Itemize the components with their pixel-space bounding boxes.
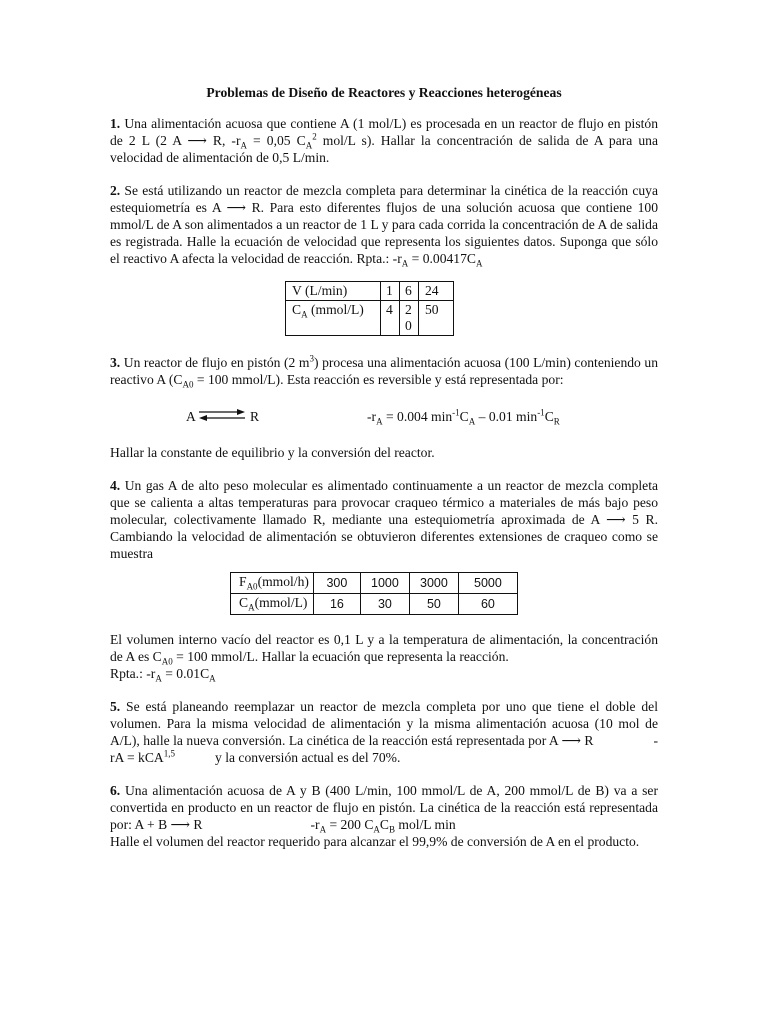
problem-number: 2. (110, 183, 121, 198)
row-label: V (L/min) (286, 282, 381, 301)
problem-6-question: Halle el volumen del reactor requerido para alcanzar el 99,9% de conversión de A en el producto. (110, 834, 640, 849)
table-cell: 2 0 (400, 301, 419, 336)
problem-number: 5. (110, 699, 121, 714)
row-label: $C_A$ (mmol/L) (286, 301, 381, 336)
document-page (110, 84, 658, 850)
flow-concentration-table (285, 281, 454, 336)
table-cell: 3000 (409, 573, 458, 594)
problem-6: 6. Una alimentación acuosa de A y B (400 L/min, 100 mmol/L de A, 200 mmol/L de B) va a ser convertida en producto en un reactor de flujo en pistón. La cinética de la reacción está representada por: A + B ⟶ R $-r_A = 200$ $C_AC_B$ mol/L min (110, 783, 658, 835)
table-cell: 60 (458, 594, 517, 615)
problem-4-answer: Rpta.: $-r_A = 0.01C_A$ (110, 666, 216, 684)
table-cell: 4 (381, 301, 400, 336)
problem-number: 1. (110, 116, 121, 131)
row-label: $F_{A0}(mmol/h)$ (231, 573, 314, 594)
row-label: $C_A(mmol/L)$ (231, 594, 314, 615)
equilibrium-arrows-icon (199, 408, 245, 422)
table-cell: 24 (419, 282, 454, 301)
species-r: R (250, 409, 260, 424)
table-cell: 1 (381, 282, 400, 301)
table-cell: 300 (313, 573, 360, 594)
table-cell: 50 (409, 594, 458, 615)
reversible-reaction-equation (110, 406, 658, 426)
cracking-data-table (230, 572, 518, 615)
table-cell: 1000 (360, 573, 409, 594)
table-row (286, 301, 454, 336)
problem-3: 3. Un reactor de flujo en pistón (2 $m^3$) procesa una alimentación acuosa (100 L/min) conteniendo un reactivo A ($C_{A0} = 100$ mmol/L). Esta reacción es reversible y está representada por: (110, 353, 659, 390)
problem-2: 2. Se está utilizando un reactor de mezcla completa para determinar la cinética de la reacción cuya estequiometría es A ⟶ R. Para esto diferentes flujos de una solución acuosa que contiene 100 mmol/L de A son alimentados a un reactor de 1 L y para cada corrida la concentración de A de salida es registrada. Halle la ecuación de velocidad que representa los siguientes datos. Suponga que sólo el reactivo A afecta la velocidad de reacción. Rpta.: $-r_A = 0.00417C_A$ (110, 183, 658, 269)
rate-expression: $-r_A = 0.004$ $\min^{-1}C_A - 0.01$ $\min^{-1}C_R$ (367, 407, 560, 427)
problem-5: 5. Se está planeando reemplazar un reactor de mezcla completa por uno que tiene el doble del volumen. Para la misma velocidad de alimentación y la misma alimentación acuosa (10 mol de A/L), halle la nueva conversión. La cinética de la reacción está representada por A ⟶ R -rA = kCA$^{1,5}$ y la conversión actual es del 70%. (110, 699, 658, 765)
species-a: A (186, 409, 196, 424)
problem-4-continued: El volumen interno vacío del reactor es 0,1 L y a la temperatura de alimentación, la concentración de A es $C_{A0} = 100$ mmol/L. Hallar la ecuación que representa la reacción. (110, 632, 658, 667)
table-cell: 5000 (458, 573, 517, 594)
table-cell: 6 (400, 282, 419, 301)
document-title: Problemas de Diseño de Reactores y Reacciones heterogéneas (206, 85, 562, 100)
table-cell: 30 (360, 594, 409, 615)
problem-number: 6. (110, 783, 121, 798)
table-row (231, 573, 518, 594)
table-cell: 16 (313, 594, 360, 615)
table-row (286, 282, 454, 301)
table-row (231, 594, 518, 615)
problem-number: 4. (110, 478, 121, 493)
problem-4: 4. Un gas A de alto peso molecular es alimentado continuamente a un reactor de mezcla completa que se calienta a altas temperaturas para provocar craqueo térmico a materiales de más bajo peso molecular, colectivamente llamado R, mediante una estequiometría aproximada de A ⟶ 5 R. Cambiando la velocidad de alimentación se obtuvieron diferentes extensiones de craqueo como se muestra (110, 478, 658, 561)
problem-1: 1. Una alimentación acuosa que contiene A (1 mol/L) es procesada en un reactor de flujo en pistón de 2 L (2 A ⟶ R, $-r_A = 0,05$ $C_A^2$ mol/L s). Hallar la concentración de salida de A para una velocidad de alimentación de 0,5 L/min. (110, 116, 658, 165)
problem-3-question: Hallar la constante de equilibrio y la conversión del reactor. (110, 445, 435, 460)
table-cell: 50 (419, 301, 454, 336)
problem-number: 3. (110, 355, 121, 370)
